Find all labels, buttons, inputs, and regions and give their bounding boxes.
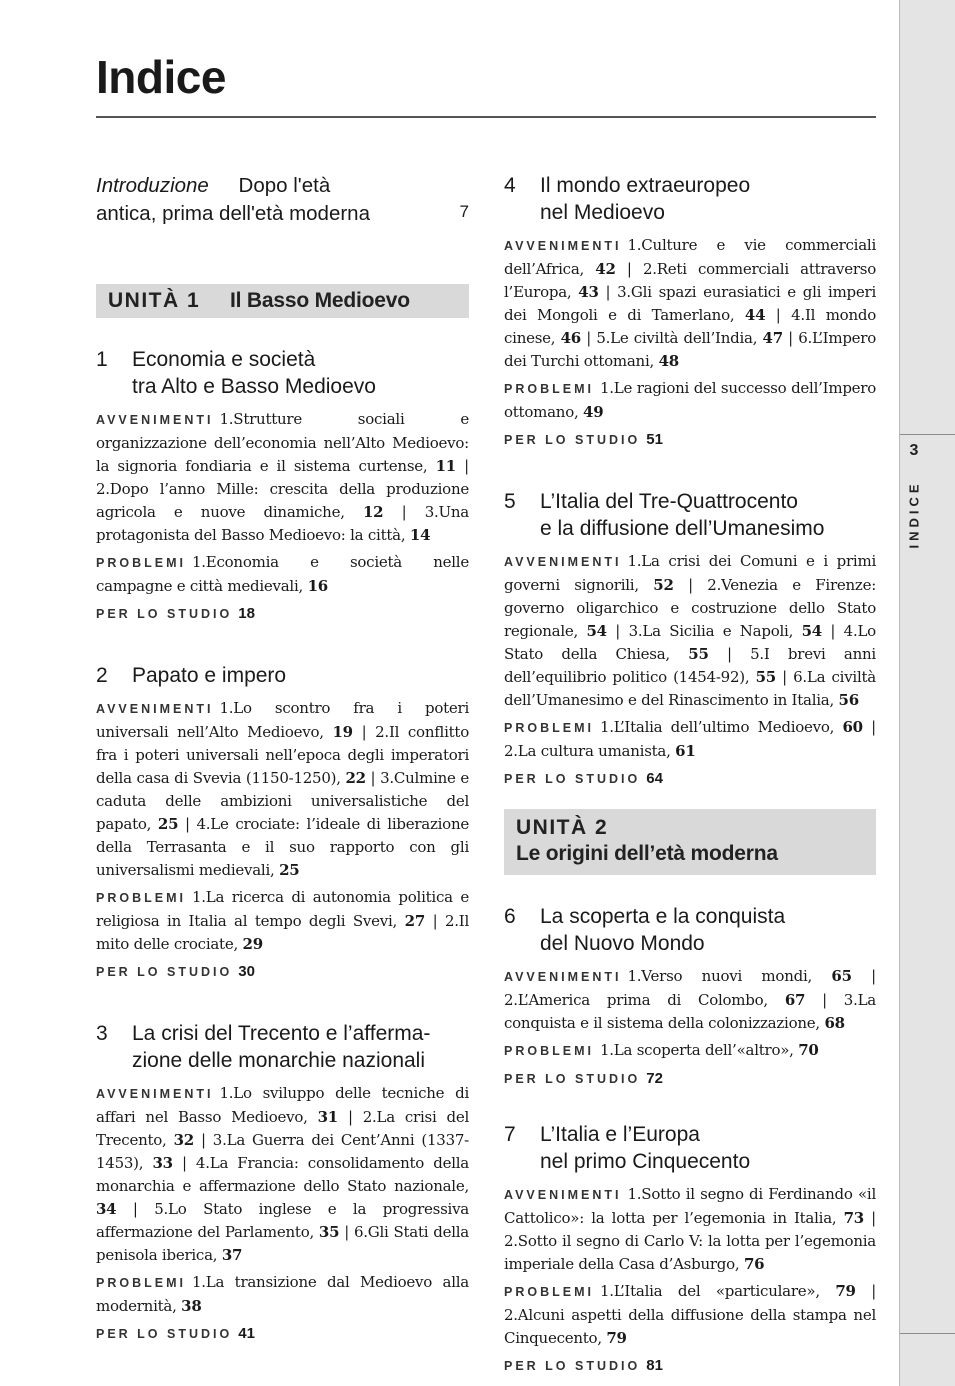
entry-text: 4.Lo Stato della Chiesa, — [504, 622, 876, 663]
chapter-heading[interactable] — [96, 662, 469, 689]
unit-1-header — [96, 284, 469, 318]
entry-page: 52 — [653, 576, 674, 594]
problemi-paragraph: PROBLEMI 1.L’Italia del «particulare», 79 | 2.Alcuni aspetti della diffusione della stampa nel Cinquecento, 79 — [504, 1282, 876, 1347]
introduction-title-line1: Dopo l'età — [238, 174, 331, 197]
studio-page: 30 — [238, 963, 255, 980]
chapter-title — [540, 903, 876, 957]
entry-page: 19 — [332, 723, 353, 741]
right-column — [504, 172, 876, 1378]
entry-page: 27 — [404, 912, 426, 930]
chapter-number: 2 — [96, 664, 108, 687]
entry-page: 68 — [824, 1014, 845, 1032]
entry-page: 54 — [586, 622, 607, 640]
chapter-title-line: Il mondo extraeuropeo — [540, 174, 751, 197]
entry-text: 5.Le civiltà dell’India, — [596, 329, 758, 347]
chapter-title-line: zione delle monarchie nazionali — [132, 1049, 426, 1072]
chapter-heading[interactable] — [504, 172, 876, 226]
chapter-4 — [504, 172, 876, 452]
entry-page: 31 — [317, 1108, 338, 1126]
chapter-number: 7 — [504, 1123, 516, 1146]
entry-text: 3.Una protagonista del Basso Medioevo: la città, — [96, 503, 469, 544]
chapter-title-line: L’Italia del Tre-Quattrocento — [540, 490, 798, 513]
per-lo-studio — [504, 1067, 876, 1091]
entry-text: 3.Gli spazi eurasiatici e gli imperi dei Mongoli e di Tamerlano, — [504, 283, 876, 324]
entry-text: 3.La conquista e il sistema della colonizzazione, — [504, 991, 876, 1032]
entry-page: 55 — [755, 668, 776, 686]
page-title: Indice — [96, 51, 226, 103]
entry-page: 73 — [843, 1209, 864, 1227]
entry-page: 79 — [606, 1329, 627, 1347]
studio-label: PER LO STUDIO — [504, 1072, 641, 1086]
entry-text: 3.Culmine e caduta delle ambizioni universalistiche del papato, — [96, 769, 469, 833]
per-lo-studio — [504, 767, 876, 791]
chapter-heading[interactable] — [504, 488, 876, 542]
studio-label: PER LO STUDIO — [96, 1327, 233, 1341]
entry-text: 2.Dopo l’anno Mille: crescita della produzione agricola e nuove dinamiche, — [96, 480, 469, 521]
chapter-6 — [504, 903, 876, 1091]
chapter-heading[interactable] — [504, 903, 876, 957]
entry-text: 1.Le ragioni del successo dell’Impero ottomano, — [504, 379, 876, 421]
chapter-number: 1 — [96, 348, 108, 371]
problemi-label: PROBLEMI — [96, 556, 186, 570]
avvenimenti-label: AVVENIMENTI — [504, 555, 622, 569]
problemi-paragraph: PROBLEMI 1.La ricerca di autonomia politica e religiosa in Italia al tempo degli Svevi, 27 | 2.Il mito delle crociate, 29 — [96, 888, 469, 953]
per-lo-studio — [96, 602, 469, 626]
chapter-title — [540, 1121, 876, 1175]
avvenimenti-label: AVVENIMENTI — [96, 1087, 214, 1101]
chapter-title — [540, 172, 876, 226]
studio-label: PER LO STUDIO — [96, 965, 233, 979]
entry-text: 1.La scoperta dell’«altro», — [599, 1041, 794, 1059]
studio-page: 72 — [646, 1070, 663, 1087]
entry-text: 6.Gli Stati della penisola iberica, — [96, 1223, 469, 1264]
entry-text: 2.Il mito delle crociate, — [96, 912, 469, 953]
chapter-title-line: Economia e società — [132, 348, 316, 371]
unit-2-header — [504, 809, 876, 875]
problemi-paragraph — [96, 551, 469, 598]
entry-text: 2.La crisi del Trecento, — [96, 1108, 469, 1149]
avvenimenti-paragraph: AVVENIMENTI 1.Strutture sociali e organizzazione dell’economia nell’Alto Medioevo: la signoria fondiaria e il sistema curtense, 11 | 2.Dopo l’anno Mille: crescita della produzione agricola e nuove dinamiche, 12 | 3.Una protagonista del Basso Medioevo: la città, 14 — [96, 410, 469, 544]
chapter-title-line: nel Medioevo — [540, 201, 665, 224]
problemi-label: PROBLEMI — [96, 891, 186, 905]
chapter-title-line: del Nuovo Mondo — [540, 932, 705, 955]
studio-label: PER LO STUDIO — [504, 433, 641, 447]
entry-page: 67 — [784, 991, 806, 1009]
entry-text: 2.Reti commerciali attraverso l’Europa, — [504, 260, 876, 301]
entry-text: 1.L’Italia dell’ultimo Medioevo, — [599, 718, 835, 736]
entry-page: 56 — [838, 691, 859, 709]
introduction-entry[interactable] — [96, 172, 469, 228]
unit-title: Il Basso Medioevo — [230, 289, 410, 312]
problemi-label: PROBLEMI — [504, 721, 594, 735]
entry-page: 25 — [157, 815, 179, 833]
problemi-label: PROBLEMI — [504, 1285, 594, 1299]
entry-text: 5.I brevi anni dell’equilibrio politico (1454-92), — [504, 645, 876, 686]
chapter-number: 5 — [504, 490, 516, 513]
entry-page: 25 — [279, 861, 300, 879]
entry-page: 32 — [173, 1131, 194, 1149]
introduction-title — [96, 172, 460, 228]
thumb-tab-top-rule — [900, 434, 955, 435]
chapter-title — [132, 346, 469, 400]
entry-text: 1.Strutture sociali e organizzazione dell’economia nell’Alto Medioevo: la signoria fondiaria e il sistema curtense, — [96, 410, 469, 475]
problemi-label: PROBLEMI — [96, 1276, 186, 1290]
chapter-5 — [504, 488, 876, 791]
avvenimenti-paragraph: AVVENIMENTI 1.Verso nuovi mondi, 65 | 2.L’America prima di Colombo, 67 | 3.La conquista e il sistema della colonizzazione, 68 — [504, 967, 876, 1032]
chapter-number: 6 — [504, 905, 516, 928]
problemi-paragraph: PROBLEMI 1.L’Italia dell’ultimo Medioevo, 60 | 2.La cultura umanista, 61 — [504, 718, 876, 760]
chapter-heading[interactable] — [96, 1020, 469, 1074]
entry-text: 6.La civiltà dell’Umanesimo e del Rinascimento in Italia, — [504, 668, 876, 709]
left-column — [96, 172, 469, 1382]
problemi-paragraph — [504, 377, 876, 424]
chapter-title — [132, 1020, 469, 1074]
entry-text: 2.Venezia e Firenze: governo oligarchico e costruzione dello Stato regionale, — [504, 576, 877, 640]
studio-page: 18 — [238, 605, 255, 622]
entry-text: 2.Sotto il segno di Carlo V: la lotta per l’egemonia imperiale della Casa d’Asburgo, — [504, 1232, 876, 1273]
avvenimenti-paragraph: AVVENIMENTI 1.La crisi dei Comuni e i primi governi signorili, 52 | 2.Venezia e Firenze: governo oligarchico e costruzione dello Stato regionale, 54 | 3.La Sicilia e Napoli, 54 | 4.Lo Stato della Chiesa, 55 | 5.I brevi anni dell’equilibrio politico (1454-92), 55 | 6.La civiltà dell’Umanesimo e del Rinascimento in Italia, 56 — [504, 552, 877, 709]
page-number: 3 — [909, 442, 919, 459]
chapter-title-line: tra Alto e Basso Medioevo — [132, 375, 376, 398]
entry-text: 2.Il conflitto fra i poteri universali nell’epoca degli imperatori della casa di Svevia (1150-1250), — [96, 723, 469, 787]
studio-page: 81 — [646, 1357, 663, 1374]
avvenimenti-paragraph: AVVENIMENTI 1.Culture e vie commerciali dell’Africa, 42 | 2.Reti commerciali attraverso l’Europa, 43 | 3.Gli spazi eurasiatici e gli imperi dei Mongoli e di Tamerlano, 44 | 4.Il mondo cinese, 46 | 5.Le civiltà dell’India, 47 | 6.L’Impero dei Turchi ottomani, 48 — [504, 236, 877, 370]
entry-text: 1.Culture e vie commerciali dell’Africa, — [504, 236, 876, 278]
chapter-heading[interactable] — [96, 346, 469, 400]
chapter-3 — [96, 1020, 469, 1346]
entry-page: 55 — [688, 645, 709, 663]
chapter-2 — [96, 662, 469, 984]
chapter-heading[interactable] — [504, 1121, 876, 1175]
entry-text: 3.La Sicilia e Napoli, — [628, 622, 794, 640]
entry-page: 37 — [221, 1246, 243, 1264]
per-lo-studio — [96, 1322, 469, 1346]
entry-text: 2.Alcuni aspetti della diffusione della stampa nel Cinquecento, — [504, 1306, 876, 1347]
entry-page: 47 — [762, 329, 783, 347]
studio-page: 64 — [646, 770, 663, 787]
entry-page: 65 — [831, 967, 852, 985]
entry-page: 48 — [658, 352, 679, 370]
problemi-paragraph — [504, 1039, 876, 1063]
entry-page: 54 — [801, 622, 822, 640]
entry-text: 6.L’Impero dei Turchi ottomani, — [504, 329, 877, 370]
entry-page: 34 — [96, 1200, 117, 1218]
studio-label: PER LO STUDIO — [504, 772, 641, 786]
introduction-title-line2: antica, prima dell'età moderna — [96, 202, 370, 225]
avvenimenti-paragraph: AVVENIMENTI 1.Lo scontro fra i poteri universali nell’Alto Medioevo, 19 | 2.Il conflitto fra i poteri universali nell’epoca degli imperatori della casa di Svevia (1150-1250), 22 | 3.Culmine e caduta delle ambizioni universalistiche del papato, 25 | 4.Le crociate: l’ideale di liberazione della Terrasanta e il suo rapporto con gli universalismi medievali, 25 — [96, 699, 469, 879]
entry-page: 22 — [345, 769, 366, 787]
per-lo-studio — [96, 960, 469, 984]
entry-text: 4.La Francia: consolidamento della monarchia e affermazione dello Stato nazionale, — [96, 1154, 469, 1195]
entry-page: 14 — [409, 526, 431, 544]
entry-page: 43 — [578, 283, 599, 301]
studio-page: 41 — [238, 1325, 255, 1342]
entry-text: 1.L’Italia del «particulare», — [599, 1282, 820, 1300]
section-label-text: INDICE — [906, 480, 922, 549]
entry-page: 33 — [152, 1154, 173, 1172]
entry-text: 4.Le crociate: l’ideale di liberazione della Terrasanta e il suo rapporto con gli universalismi medievali, — [96, 815, 469, 879]
chapter-title-line: Papato e impero — [132, 664, 287, 687]
avvenimenti-label: AVVENIMENTI — [504, 1188, 622, 1202]
per-lo-studio — [504, 1354, 876, 1378]
chapter-title-line: La scoperta e la conquista — [540, 905, 786, 928]
entry-page: 12 — [363, 503, 384, 521]
chapter-7 — [504, 1121, 876, 1378]
avvenimenti-label: AVVENIMENTI — [504, 239, 622, 253]
entry-text: 1.Verso nuovi mondi, — [627, 967, 813, 985]
avvenimenti-paragraph: AVVENIMENTI 1.Lo sviluppo delle tecniche di affari nel Basso Medioevo, 31 | 2.La crisi del Trecento, 32 | 3.La Guerra dei Cent’Anni (1337-1453), 33 | 4.La Francia: consolidamento della monarchia e affermazione dello Stato nazionale, 34 | 5.Lo Stato inglese e la progressiva affermazione del Parlamento, 35 | 6.Gli Stati della penisola iberica, 37 — [96, 1084, 470, 1264]
chapter-title-line: nel primo Cinquecento — [540, 1150, 751, 1173]
entry-page: 11 — [435, 457, 456, 475]
entry-text: 1.Sotto il segno di Ferdinando «il Cattolico»: la lotta per l’egemonia in Italia, — [504, 1185, 876, 1227]
chapter-number: 4 — [504, 174, 516, 197]
chapter-title-line: L’Italia e l’Europa — [540, 1123, 700, 1146]
avvenimenti-label: AVVENIMENTI — [96, 413, 214, 427]
avvenimenti-label: AVVENIMENTI — [504, 970, 622, 984]
chapter-title-line: La crisi del Trecento e l’afferma- — [132, 1022, 431, 1045]
per-lo-studio — [504, 428, 876, 452]
entry-text: 3.La Guerra dei Cent’Anni (1337-1453), — [96, 1131, 469, 1172]
problemi-label: PROBLEMI — [504, 1044, 594, 1058]
entry-page: 60 — [842, 718, 863, 736]
entry-page: 76 — [743, 1255, 765, 1273]
index-thumb-tab — [899, 0, 955, 1386]
entry-page: 70 — [798, 1041, 819, 1059]
entry-text: 1.Economia e società nelle campagne e città medievali, — [96, 553, 469, 595]
studio-page: 51 — [646, 431, 663, 448]
entry-page: 44 — [744, 306, 766, 324]
entry-page: 79 — [835, 1282, 856, 1300]
studio-label: PER LO STUDIO — [504, 1359, 641, 1373]
introduction-label: Introduzione — [96, 174, 209, 197]
title-divider — [96, 116, 876, 118]
entry-page: 35 — [318, 1223, 340, 1241]
entry-text: 1.La ricerca di autonomia politica e religiosa in Italia al tempo degli Svevi, — [96, 888, 469, 930]
entry-text: 1.Lo sviluppo delle tecniche di affari nel Basso Medioevo, — [96, 1084, 469, 1126]
introduction-page: 7 — [459, 202, 469, 221]
avvenimenti-paragraph: AVVENIMENTI 1.Sotto il segno di Ferdinando «il Cattolico»: la lotta per l’egemonia in Italia, 73 | 2.Sotto il segno di Carlo V: la lotta per l’egemonia imperiale della Casa d’Asburgo, 76 — [504, 1185, 876, 1273]
chapter-title — [540, 488, 876, 542]
entry-text: 2.La cultura umanista, — [504, 742, 671, 760]
studio-label: PER LO STUDIO — [96, 607, 233, 621]
entry-page: 46 — [560, 329, 581, 347]
thumb-tab-bottom-rule — [900, 1333, 955, 1334]
chapter-title — [132, 662, 469, 689]
chapter-number: 3 — [96, 1022, 108, 1045]
unit-label: UNITÀ 2 — [516, 816, 609, 839]
chapter-1 — [96, 346, 469, 626]
problemi-label: PROBLEMI — [504, 382, 594, 396]
chapter-title-line: e la diffusione dell’Umanesimo — [540, 517, 825, 540]
entry-text: 2.L’America prima di Colombo, — [504, 991, 768, 1009]
entry-page: 49 — [583, 403, 604, 421]
entry-page: 16 — [307, 577, 328, 595]
entry-page: 42 — [595, 260, 616, 278]
avvenimenti-label: AVVENIMENTI — [96, 702, 214, 716]
problemi-paragraph — [96, 1271, 469, 1318]
entry-page: 61 — [675, 742, 696, 760]
entry-text: 4.Il mondo cinese, — [504, 306, 876, 347]
entry-text: 5.Lo Stato inglese e la progressiva affermazione del Parlamento, — [96, 1200, 470, 1241]
entry-text: 1.Lo scontro fra i poteri universali nell’Alto Medioevo, — [96, 699, 469, 741]
unit-title: Le origini dell’età moderna — [516, 842, 778, 865]
unit-label: UNITÀ 1 — [108, 289, 201, 312]
entry-text: 1.La transizione dal Medioevo alla modernità, — [96, 1273, 469, 1315]
entry-text: 1.La crisi dei Comuni e i primi governi signorili, — [504, 552, 876, 594]
entry-page: 38 — [181, 1297, 202, 1315]
entry-page: 29 — [242, 935, 263, 953]
